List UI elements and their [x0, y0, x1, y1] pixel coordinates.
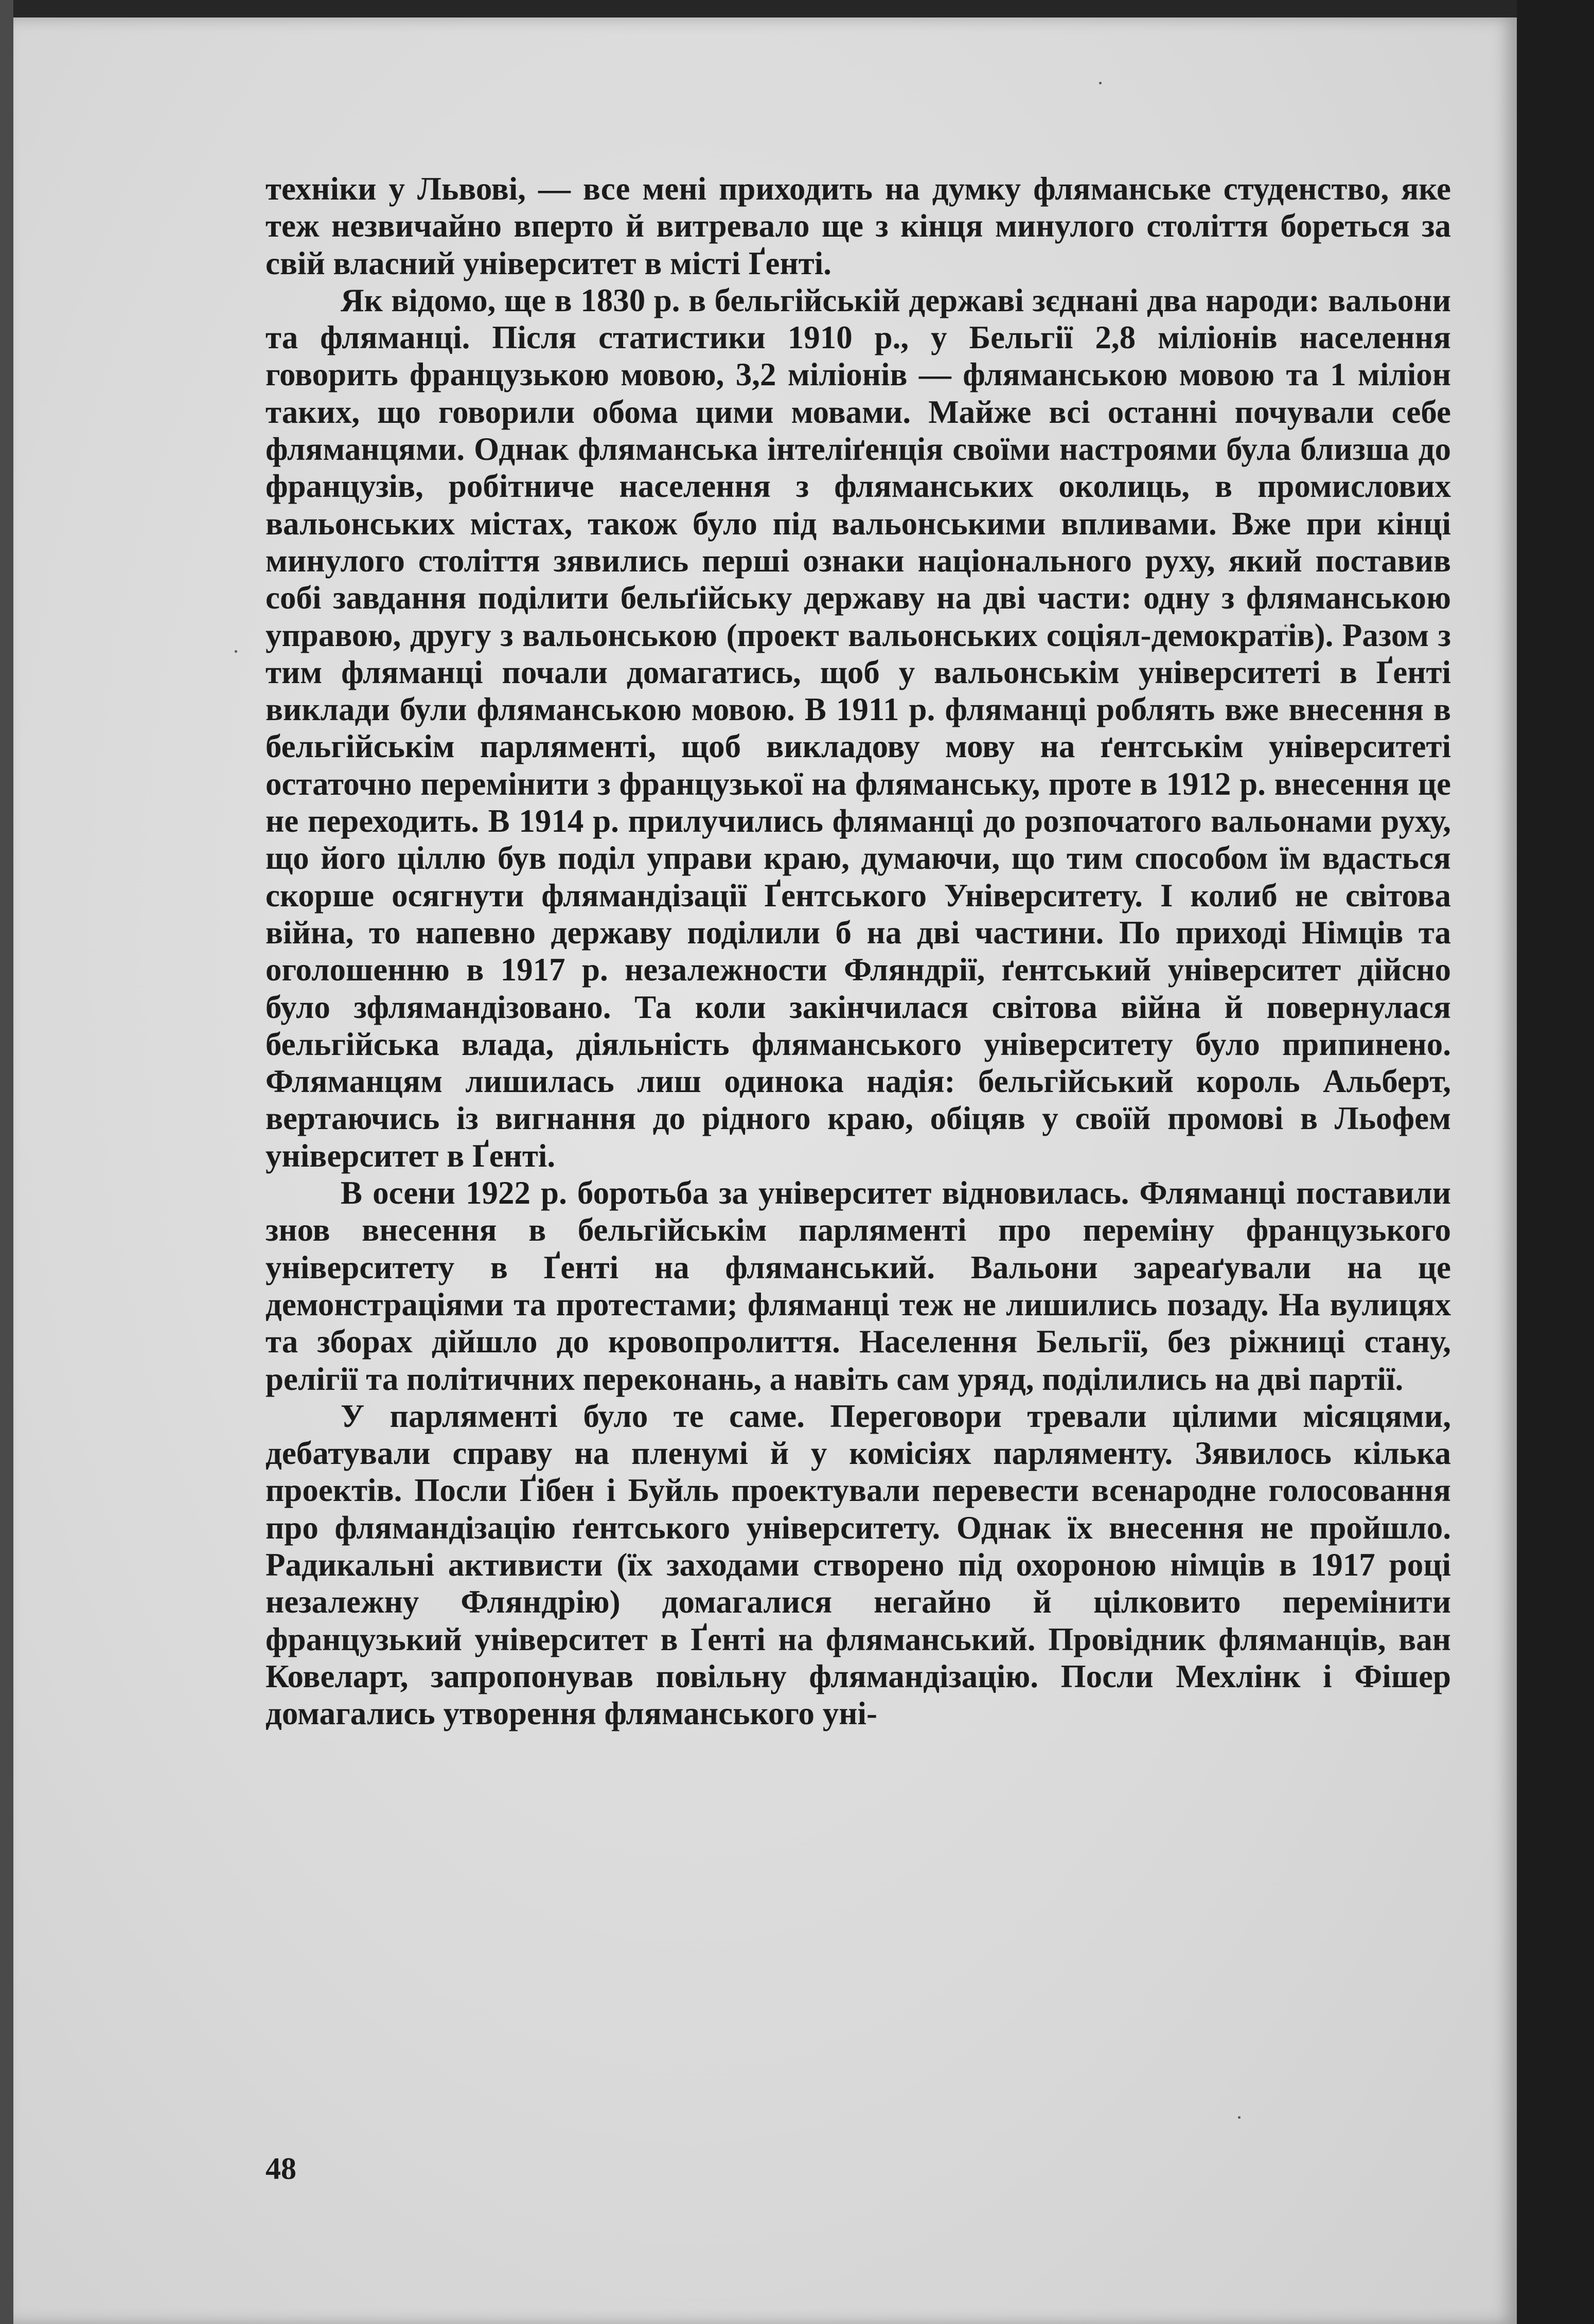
paragraph-2: Як відомо, ще в 1830 р. в бельгійській державі зєднані два народи: вальони та фляманці. Після статистики 1910 р., у Бельгії 2,8 міліонів населення говорить французькою мовою, 3,2 міліонів — фляманською мовою та 1 міліон таких, що говорили обома цими мовами. Майже всі останні почували себе фляманцями. Однак фляманська інтеліґенція своїми настроями була близша до французів, робітниче населення з фляманських околиць, в промислових вальонських містах, також було під вальонськими впливами. Вже при кінці минулого століття зявились перші ознаки національного руху, який поставив собі завдання поділити бельґійську державу на дві части: одну з фляманською управою, другу з вальонською (проект вальонських соціял-демократів). Разом з тим фляманці почали домагатись, щоб у вальонськім університеті в Ґенті виклади були фляманською мовою. В 1911 р. фляманці роблять вже внесення в бельгійськім парляменті, щоб викладову мову на ґентськім університеті остаточно перемінити з французької на фляманську, проте в 1912 р. внесення це не переходить. В 1914 р. прилучились фляманці до розпочатого вальонами руху, що його ціллю був поділ управи краю, думаючи, що тим способом їм вдасться скорше осягнути флямандізації Ґентського Університету. І колиб не світова війна, то напевно державу поділили б на дві частини. По приході Німців та оголошенню в 1917 р. незалежности Фляндрії, ґентський університет дійсно було зфлямандізовано. Та коли закінчилася світова війна й повернулася бельгійська влада, діяльність фляманського університету було припинено. Фляманцям лишилась лиш одинока надія: бельгійський король Альберт, вертаючись із вигнання до рідного краю, обіцяв у своїй промові в Льофем університет в Ґенті.	[265, 282, 1451, 1174]
scan-speck	[1099, 82, 1102, 84]
scan-right-edge	[1517, 0, 1594, 2324]
scan-speck	[1238, 2116, 1241, 2119]
page-number: 48	[265, 2152, 296, 2186]
body-text	[265, 170, 1451, 1732]
scan-speck	[235, 650, 237, 653]
scan-top-edge	[0, 0, 1594, 17]
paragraph-3: В осени 1922 р. боротьба за університет відновилась. Фляманці поставили знов внесення в бельгійськім парляменті про переміну французького університету в Ґенті на фляманський. Вальони зареаґували на це демонстраціями та протестами; фляманці теж не лишились позаду. На вулицях та зборах дійшло до кровопролиття. Населення Бельгії, без ріжниці стану, релігії та політичних переконань, а навіть сам уряд, поділились на дві партії.	[265, 1175, 1451, 1397]
paragraph-4: У парляменті було те саме. Переговори тревали цілими місяцями, дебатували справу на пленумі й у комісіях парляменту. Зявилось кілька проектів. Посли Ґібен і Буйль проектували перевести всенародне голосовання про флямандізацію ґентського університету. Однак їх внесення не пройшло. Радикальні активисти (їх заходами створено під охороною німців в 1917 році незалежну Фляндрію) домагалися негайно й цілковито перемінити французький університет в Ґенті на фляманський. Провідник фляманців, ван Ковеларт, запропонував повільну флямандізацію. Посли Мехлінк і Фішер домагались утворення фляманського уні-	[265, 1398, 1451, 1732]
scan-left-edge	[0, 0, 13, 2324]
paragraph-1: техніки у Львові, — все мені приходить на думку фляманське студенство, яке теж незвичайно вперто й витревало ще з кінця минулого століття бореться за свій власний університет в місті Ґенті.	[265, 171, 1451, 281]
